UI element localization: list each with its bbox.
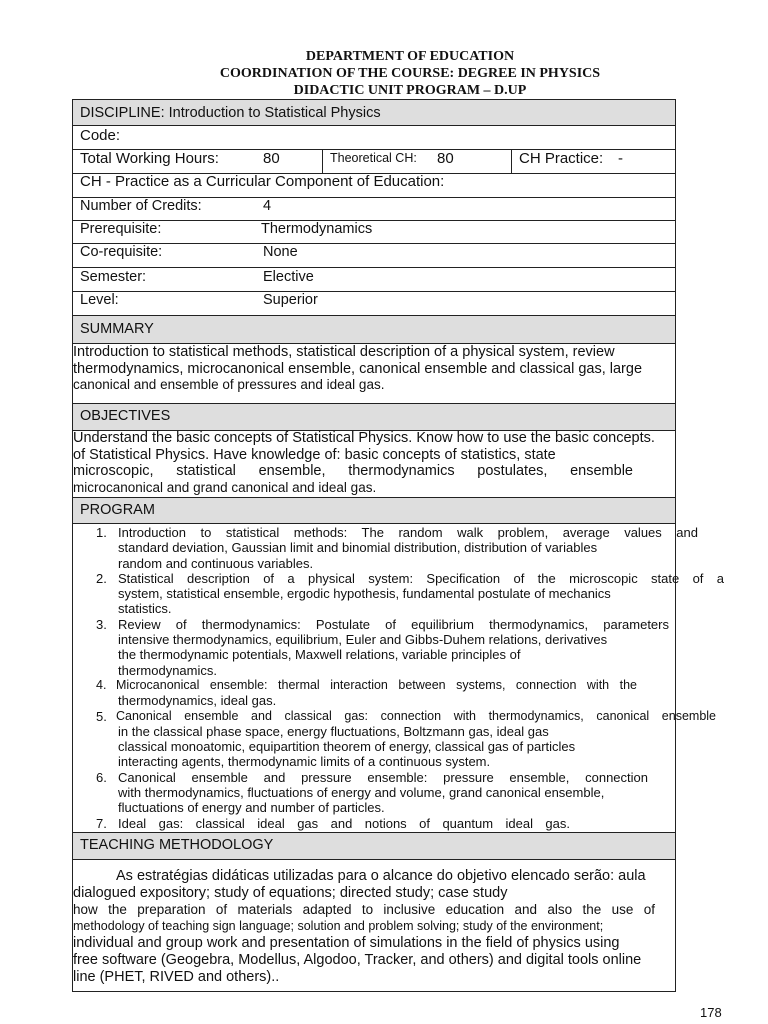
total-hours-label: Total Working Hours: bbox=[80, 150, 219, 167]
ch-component-label: CH - Practice as a Curricular Component of Education: bbox=[80, 173, 445, 190]
item-line: standard deviation, Gaussian limit and binomial distribution, distribution of variables bbox=[118, 540, 598, 556]
total-hours-value: 80 bbox=[263, 150, 280, 167]
corequisite-label: Co-requisite: bbox=[80, 244, 163, 260]
program-item-7 bbox=[96, 816, 724, 831]
prerequisite-value: Thermodynamics bbox=[261, 221, 373, 237]
dept-title: DEPARTMENT OF EDUCATION bbox=[305, 49, 515, 64]
item-line: interacting agents, thermodynamic limits of a continuous system. bbox=[118, 754, 491, 770]
item-line: Ideal gas: classical ideal gas and notions of quantum ideal gas. bbox=[118, 815, 570, 831]
item-line: system, statistical ensemble, ergodic hypothesis, fundamental postulate of mechanics bbox=[118, 586, 611, 602]
objectives-heading bbox=[72, 404, 676, 431]
item-line: fluctuations of energy and number of particles. bbox=[118, 800, 385, 816]
program-heading bbox=[72, 498, 676, 524]
teaching-line: free software (Geogebra, Modellus, Algodoo, Tracker, and others) and digital tools online bbox=[73, 951, 642, 968]
code-row bbox=[72, 126, 676, 150]
objectives-heading-text: OBJECTIVES bbox=[80, 408, 171, 424]
semester-label: Semester: bbox=[80, 269, 147, 285]
credits-value: 4 bbox=[263, 198, 272, 214]
summary-heading-text: SUMMARY bbox=[80, 321, 154, 337]
theoretical-label: Theoretical CH: bbox=[330, 151, 417, 165]
item-line: thermodynamics, ideal gas. bbox=[118, 693, 277, 709]
item-number: 3. bbox=[96, 616, 107, 632]
semester-value: Elective bbox=[263, 269, 314, 285]
corequisite-value: None bbox=[263, 244, 298, 260]
teaching-line: line (PHET, RIVED and others).. bbox=[73, 968, 280, 985]
item-line: Canonical ensemble and classical gas: connection with thermodynamics, canonical ensemble bbox=[116, 708, 716, 723]
objectives-text bbox=[73, 430, 677, 496]
practice-label: CH Practice: bbox=[519, 150, 604, 167]
summary-line: Introduction to statistical methods, statistical description of a physical system, review bbox=[73, 344, 615, 360]
teaching-text bbox=[73, 868, 655, 986]
objectives-line: microcanonical and grand canonical and ideal gas. bbox=[73, 479, 377, 495]
prerequisite-row bbox=[72, 221, 676, 244]
summary-heading bbox=[72, 316, 676, 344]
item-line: intensive thermodynamics, equilibrium, Euler and Gibbs-Duhem relations, derivatives bbox=[118, 632, 608, 648]
program-title: DIDACTIC UNIT PROGRAM – D.UP bbox=[293, 83, 527, 98]
program-heading-text: PROGRAM bbox=[80, 502, 155, 518]
discipline-row bbox=[72, 99, 676, 126]
program-item-2 bbox=[96, 571, 724, 617]
item-line: thermodynamics. bbox=[118, 662, 217, 678]
item-line: Introduction to statistical methods: The random walk problem, average values and bbox=[118, 525, 698, 540]
credits-row bbox=[72, 198, 676, 221]
item-line: classical monoatomic, equipartition theorem of energy, classical gas of particles bbox=[118, 739, 576, 755]
level-value: Superior bbox=[263, 292, 318, 308]
teaching-line: dialogued expository; study of equations; directed study; case study bbox=[73, 884, 508, 901]
item-line: random and continuous variables. bbox=[118, 555, 314, 571]
practice-value: - bbox=[618, 150, 623, 167]
item-line: Statistical description of a physical system: Specification of the microscopic state of a bbox=[118, 570, 724, 586]
credits-label: Number of Credits: bbox=[80, 198, 202, 214]
item-line: statistics. bbox=[118, 601, 172, 617]
item-line: Review of thermodynamics: Postulate of equilibrium thermodynamics, parameters bbox=[118, 616, 669, 632]
prerequisite-label: Prerequisite: bbox=[80, 221, 162, 237]
item-line: in the classical phase space, energy fluctuations, Boltzmann gas, ideal gas bbox=[118, 723, 549, 739]
teaching-line: individual and group work and presentation of simulations in the field of physics using bbox=[73, 935, 620, 952]
item-line: Microcanonical ensemble: thermal interaction between systems, connection with the bbox=[116, 677, 637, 692]
objectives-line: Understand the basic concepts of Statistical Physics. Know how to use the basic concepts. bbox=[73, 430, 655, 446]
program-item-4 bbox=[96, 678, 724, 709]
code-label: Code: bbox=[80, 127, 121, 144]
teaching-heading-text: TEACHING METHODOLOGY bbox=[80, 837, 274, 853]
objectives-line: of Statistical Physics. Have knowledge of: basic concepts of statistics, state bbox=[73, 446, 556, 463]
level-label: Level: bbox=[80, 292, 119, 308]
summary-line: thermodynamics, microcanonical ensemble, canonical ensemble and classical gas, large bbox=[73, 360, 643, 377]
item-number: 2. bbox=[96, 570, 107, 586]
summary-line: canonical and ensemble of pressures and ideal gas. bbox=[73, 377, 385, 392]
ch-component-row bbox=[72, 174, 676, 198]
program-item-1 bbox=[96, 525, 724, 571]
program-item-3 bbox=[96, 617, 724, 678]
hours-row bbox=[72, 150, 676, 174]
item-number: 5. bbox=[96, 708, 107, 724]
teaching-line: how the preparation of materials adapted to inclusive education and also the use of bbox=[73, 901, 655, 917]
item-number: 6. bbox=[96, 769, 107, 785]
item-number: 1. bbox=[96, 525, 107, 540]
page-number: 178 bbox=[700, 1005, 722, 1020]
teaching-line: methodology of teaching sign language; solution and problem solving; study of the environment; bbox=[73, 919, 604, 934]
corequisite-row bbox=[72, 244, 676, 268]
discipline-text: DISCIPLINE: Introduction to Statistical Physics bbox=[80, 105, 381, 121]
summary-text bbox=[73, 344, 642, 394]
item-number: 7. bbox=[96, 815, 107, 831]
program-list bbox=[96, 525, 724, 831]
teaching-line: As estratégias didáticas utilizadas para o alcance do objetivo elencado serão: aula bbox=[116, 868, 646, 884]
theoretical-value: 80 bbox=[437, 150, 454, 167]
item-line: with thermodynamics, fluctuations of energy and volume, grand canonical ensemble, bbox=[118, 785, 605, 801]
item-line: Canonical ensemble and pressure ensemble: pressure ensemble, connection bbox=[118, 769, 648, 785]
teaching-heading bbox=[72, 833, 676, 860]
item-number: 4. bbox=[96, 677, 107, 692]
program-item-6 bbox=[96, 770, 724, 816]
objectives-line: microscopic, statistical ensemble, thermodynamics postulates, ensemble bbox=[73, 463, 633, 479]
level-row bbox=[72, 292, 676, 316]
coordination-title: COORDINATION OF THE COURSE: DEGREE IN PHYSICS bbox=[219, 66, 601, 81]
program-item-5 bbox=[96, 709, 724, 770]
semester-row bbox=[72, 268, 676, 292]
item-line: the thermodynamic potentials, Maxwell relations, variable principles of bbox=[118, 647, 521, 663]
